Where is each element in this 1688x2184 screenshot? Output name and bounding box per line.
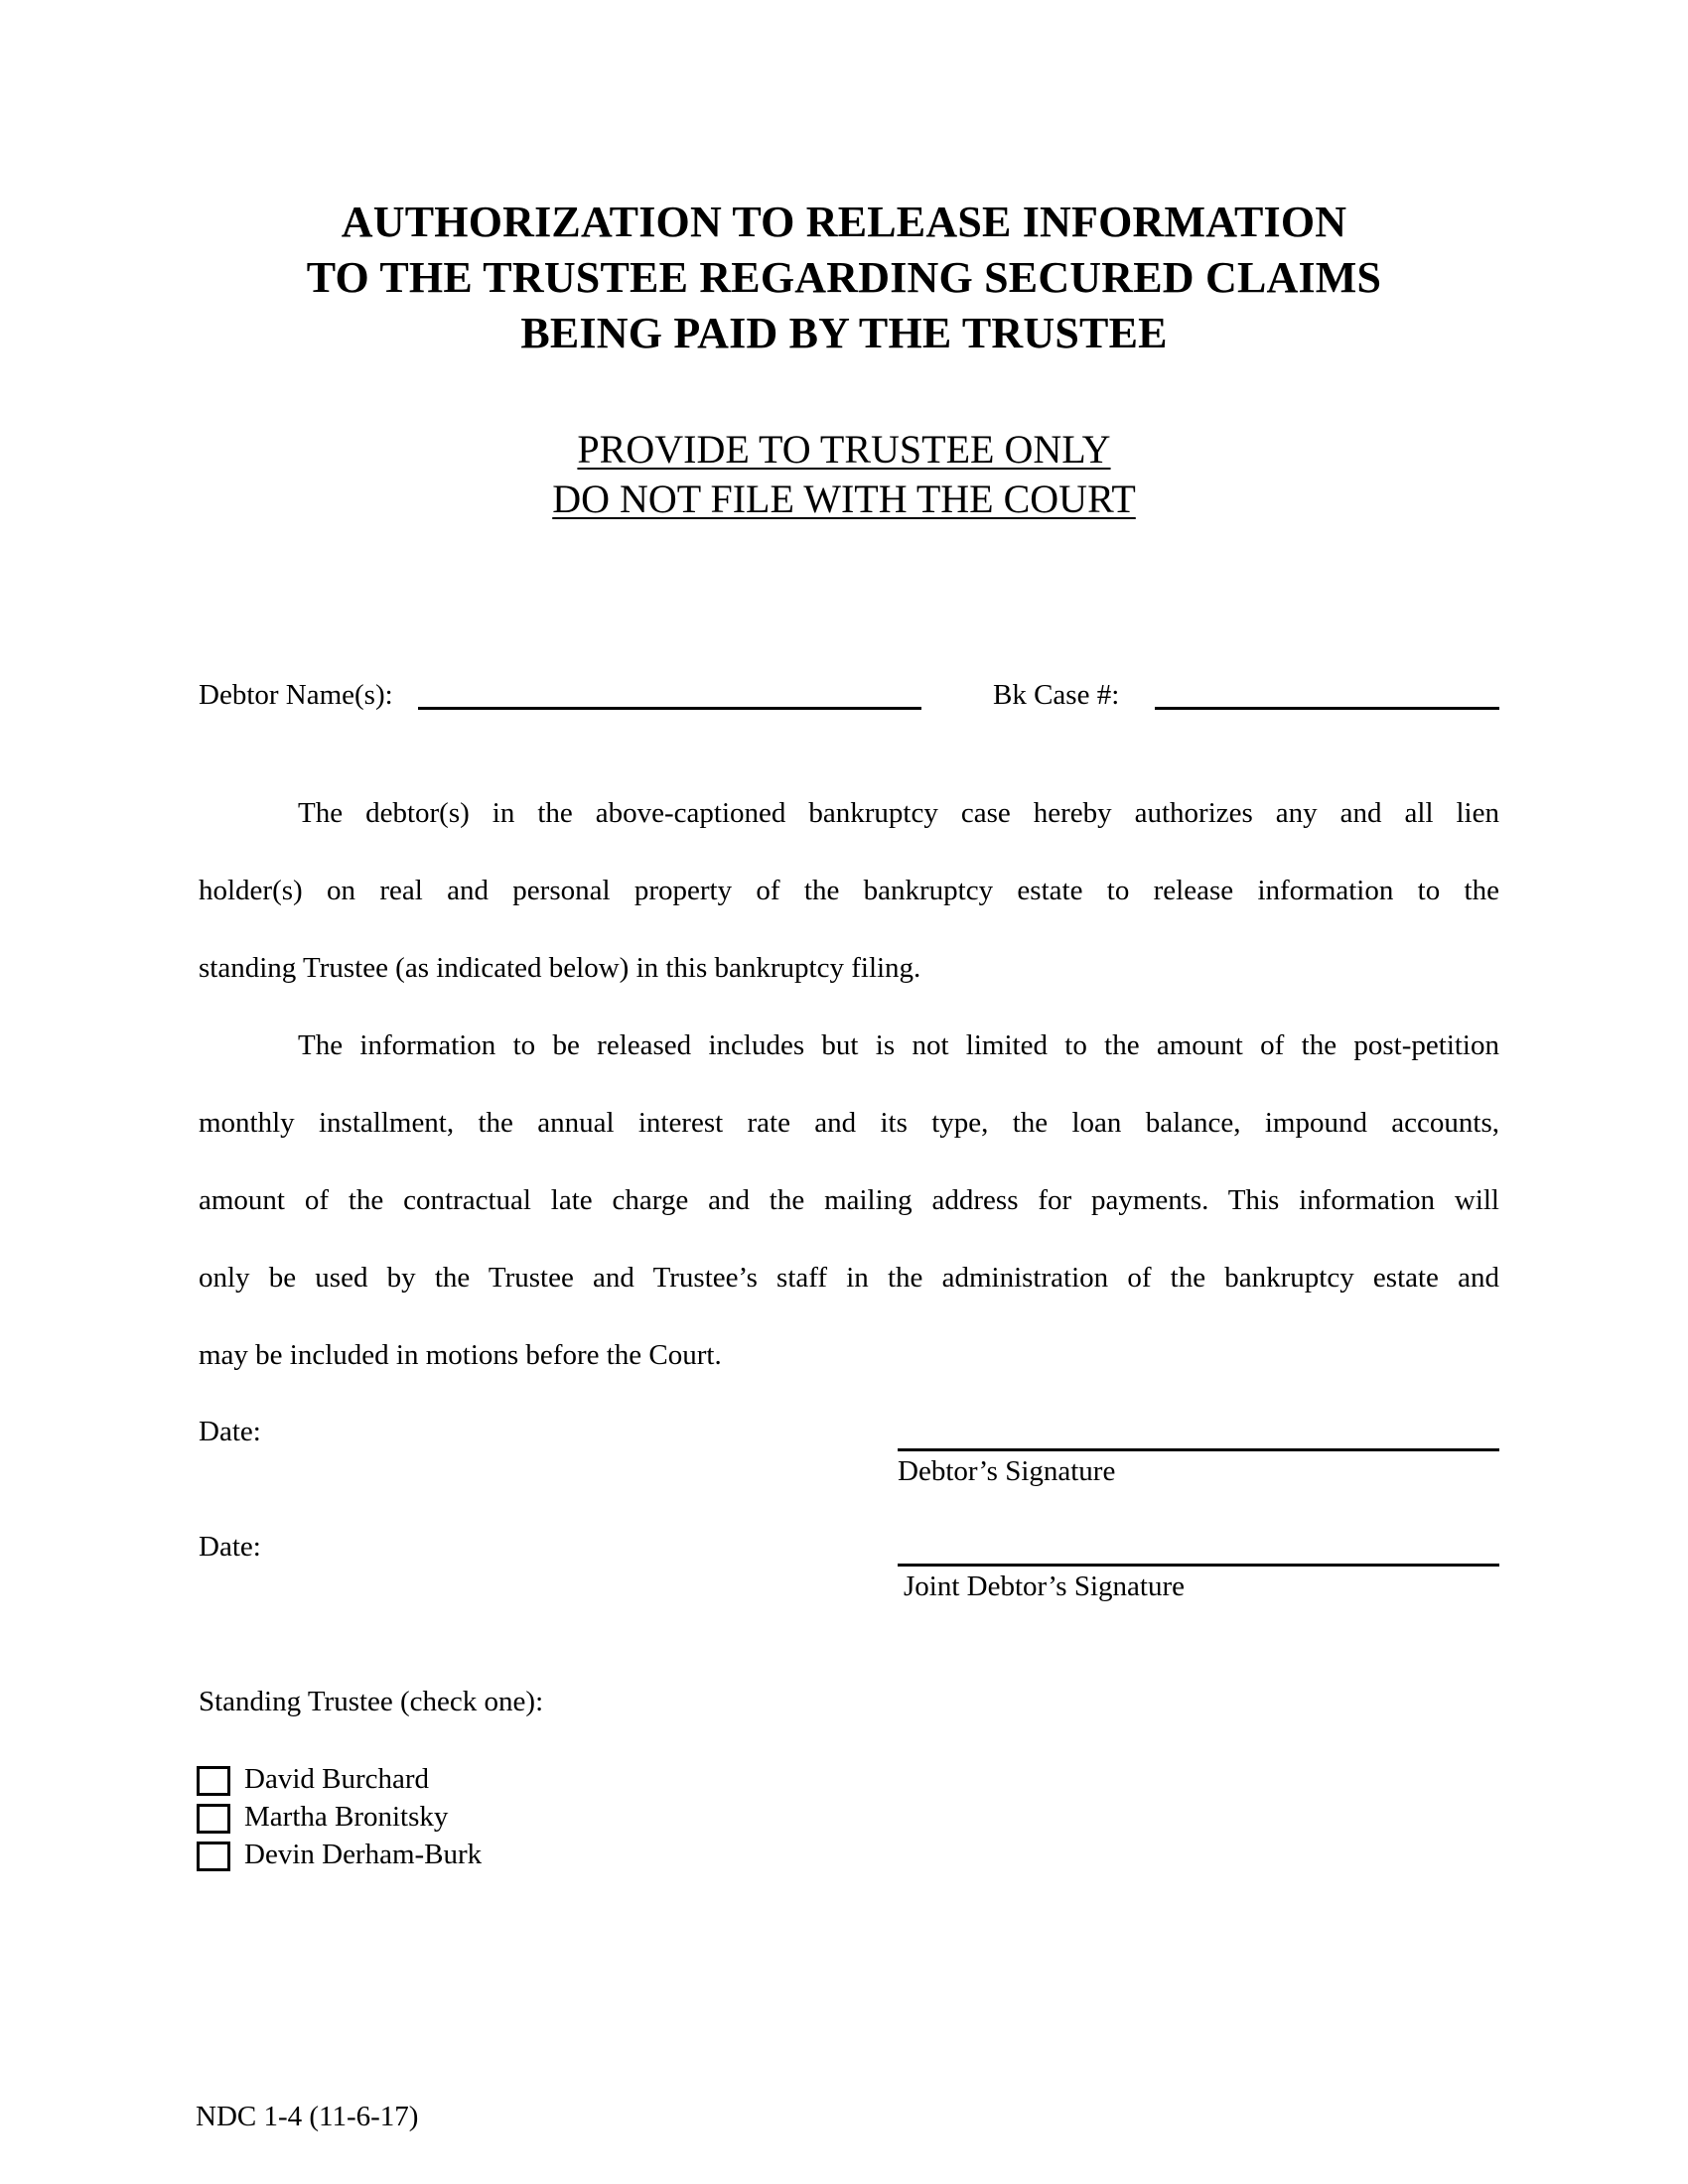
standing-trustee-label: Standing Trustee (check one): (199, 1686, 544, 1717)
debtor-name-field[interactable] (418, 707, 921, 710)
joint-debtor-signature-field[interactable] (898, 1564, 1499, 1567)
paragraph-1-line-2: holder(s) on real and personal property of the bankruptcy estate to release information to the (199, 875, 1499, 906)
bk-case-field[interactable] (1155, 707, 1499, 710)
checkbox-david-burchard[interactable] (197, 1766, 230, 1796)
paragraph-2-line-4: only be used by the Trustee and Trustee’s staff in the administration of the bankruptcy estate and (199, 1262, 1499, 1294)
checkbox-martha-bronitsky[interactable] (197, 1804, 230, 1834)
bk-case-label: Bk Case #: (993, 679, 1120, 711)
option-david-burchard: David Burchard (244, 1763, 430, 1795)
title-line-1: AUTHORIZATION TO RELEASE INFORMATION (341, 198, 1347, 246)
paragraph-2-line-3: amount of the contractual late charge and the mailing address for payments. This information will (199, 1184, 1499, 1216)
subtitle-line-2: DO NOT FILE WITH THE COURT (552, 477, 1136, 521)
document-title (0, 195, 1688, 361)
paragraph-1-line-3: standing Trustee (as indicated below) in this bankruptcy filing. (199, 952, 921, 984)
option-devin-derham-burk: Devin Derham-Burk (244, 1839, 483, 1870)
date-label-1: Date: (199, 1416, 261, 1447)
paragraph-2-line-2: monthly installment, the annual interest rate and its type, the loan balance, impound accounts, (199, 1107, 1499, 1139)
subtitle-line-1: PROVIDE TO TRUSTEE ONLY (577, 427, 1111, 472)
debtor-signature-field[interactable] (898, 1448, 1499, 1451)
joint-debtor-signature-label: Joint Debtor’s Signature (904, 1570, 1185, 1602)
paragraph-2-line-1: The information to be released includes but is not limited to the amount of the post-petition (298, 1029, 1499, 1061)
form-footer-code: NDC 1-4 (11-6-17) (196, 2101, 419, 2132)
debtor-name-label: Debtor Name(s): (199, 679, 393, 711)
debtor-signature-label: Debtor’s Signature (898, 1455, 1116, 1487)
title-line-2: TO THE TRUSTEE REGARDING SECURED CLAIMS (306, 253, 1382, 302)
option-martha-bronitsky: Martha Bronitsky (244, 1801, 449, 1833)
date-label-2: Date: (199, 1531, 261, 1563)
document-subtitle (0, 425, 1688, 524)
checkbox-devin-derham-burk[interactable] (197, 1842, 230, 1871)
title-line-3: BEING PAID BY THE TRUSTEE (520, 309, 1168, 357)
paragraph-2-line-5: may be included in motions before the Court. (199, 1339, 722, 1371)
paragraph-1-line-1: The debtor(s) in the above-captioned bankruptcy case hereby authorizes any and all lien (298, 797, 1499, 829)
